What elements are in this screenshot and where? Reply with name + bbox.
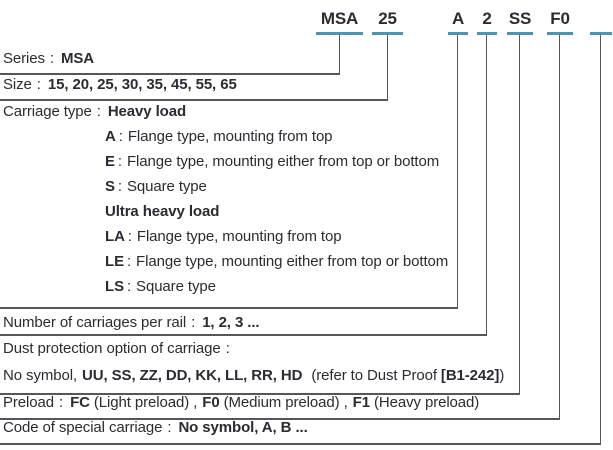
row-carriage-type-la — [105, 228, 342, 245]
row-dust-protection — [3, 340, 237, 357]
code-carriage-type-label: A — [451, 9, 465, 28]
row-carriage-type-e — [105, 153, 439, 170]
colon: : — [36, 76, 41, 93]
carriages-per-rail-label: Number of carriages per rail — [3, 314, 187, 331]
colon: : — [167, 419, 172, 436]
connector-special-carriage-line — [600, 35, 601, 443]
code-dust-protection — [507, 9, 533, 35]
row-dust-protection-options — [3, 367, 504, 384]
code-preload-label: F0 — [550, 9, 570, 28]
carriage-type-heading: Heavy load — [107, 103, 187, 120]
colon: : — [225, 340, 230, 357]
option-code: LE — [105, 253, 124, 270]
code-series — [316, 9, 363, 35]
series-label: Series — [3, 50, 45, 67]
row-size — [3, 76, 237, 93]
connector-size-line — [387, 35, 388, 99]
row-carriage-type-a — [105, 128, 332, 145]
rule-series — [0, 73, 340, 75]
code-series-label: MSA — [320, 9, 359, 28]
colon: : — [126, 278, 132, 295]
row-carriage-type-le — [105, 253, 448, 270]
code-dust-protection-label: SS — [508, 9, 532, 28]
row-special-carriage — [3, 419, 308, 436]
preload-desc-fc: (Light preload) , — [93, 394, 198, 411]
rule-carriage-type — [0, 307, 458, 309]
option-desc: Flange type, mounting either from top or bottom — [136, 253, 449, 270]
option-desc: Flange type, mounting from top — [127, 128, 333, 145]
ultra-heavy-load-heading: Ultra heavy load — [105, 203, 220, 220]
colon: : — [191, 314, 196, 331]
rule-special-carriage — [0, 443, 601, 445]
option-code: LA — [105, 228, 125, 245]
preload-desc-f1: (Heavy preload) — [373, 394, 480, 411]
dust-options-refer-pre: (refer to Dust Proof — [311, 367, 437, 384]
row-preload — [3, 394, 479, 411]
dust-options-prefix: No symbol, — [3, 367, 78, 384]
special-carriage-value: No symbol, A, B ... — [178, 419, 308, 436]
option-desc: Square type — [126, 178, 207, 195]
option-desc: Flange type, mounting from top — [136, 228, 342, 245]
connector-dust-protection-line — [519, 35, 520, 393]
code-preload — [547, 9, 573, 35]
code-size-label: 25 — [378, 9, 397, 28]
preload-code-fc: FC — [70, 394, 90, 411]
preload-code-f1: F1 — [352, 394, 370, 411]
dust-options-codes: UU, SS, ZZ, DD, KK, LL, RR, HD — [82, 367, 303, 384]
row-series — [3, 50, 94, 67]
series-value: MSA — [61, 50, 95, 67]
row-carriages-per-rail — [3, 314, 259, 331]
option-code: S — [105, 178, 115, 195]
code-carriages-per-rail — [477, 9, 497, 35]
row-carriage-type — [3, 103, 186, 120]
colon: : — [49, 50, 54, 67]
code-carriage-type — [448, 9, 468, 35]
colon: : — [118, 128, 123, 145]
code-special-carriage — [590, 9, 612, 35]
code-carriages-per-rail-label: 2 — [482, 9, 492, 28]
size-value: 15, 20, 25, 30, 35, 45, 55, 65 — [47, 76, 237, 93]
size-label: Size — [3, 76, 32, 93]
option-code: A — [105, 128, 116, 145]
row-carriage-type-ls — [105, 278, 216, 295]
option-code: LS — [105, 278, 124, 295]
connector-series-line — [339, 35, 340, 73]
preload-desc-f0: (Medium preload) , — [223, 394, 348, 411]
code-size — [372, 9, 403, 35]
connector-carriage-type-line — [457, 35, 458, 307]
carriages-per-rail-value: 1, 2, 3 ... — [202, 314, 260, 331]
colon: : — [117, 178, 122, 195]
preload-code-f0: F0 — [202, 394, 220, 411]
colon: : — [127, 228, 132, 245]
connector-carriages-per-rail-line — [486, 35, 487, 334]
dust-options-refer-post: ) — [499, 367, 505, 384]
dust-options-refer-code: [B1-242] — [440, 367, 500, 384]
colon: : — [126, 253, 132, 270]
option-code: E — [105, 153, 115, 170]
rule-carriages-per-rail — [0, 334, 487, 336]
row-carriage-type-s — [105, 178, 207, 195]
option-desc: Flange type, mounting either from top or bottom — [126, 153, 440, 170]
special-carriage-label: Code of special carriage — [3, 419, 163, 436]
colon: : — [117, 153, 122, 170]
carriage-type-label: Carriage type — [3, 103, 92, 120]
colon: : — [96, 103, 101, 120]
rule-size — [0, 99, 388, 101]
preload-label: Preload — [3, 394, 55, 411]
option-desc: Square type — [136, 278, 216, 295]
row-ultra-heavy-load-heading — [105, 203, 219, 220]
colon: : — [59, 394, 64, 411]
dust-protection-label: Dust protection option of carriage — [3, 340, 221, 357]
connector-preload-line — [559, 35, 560, 418]
